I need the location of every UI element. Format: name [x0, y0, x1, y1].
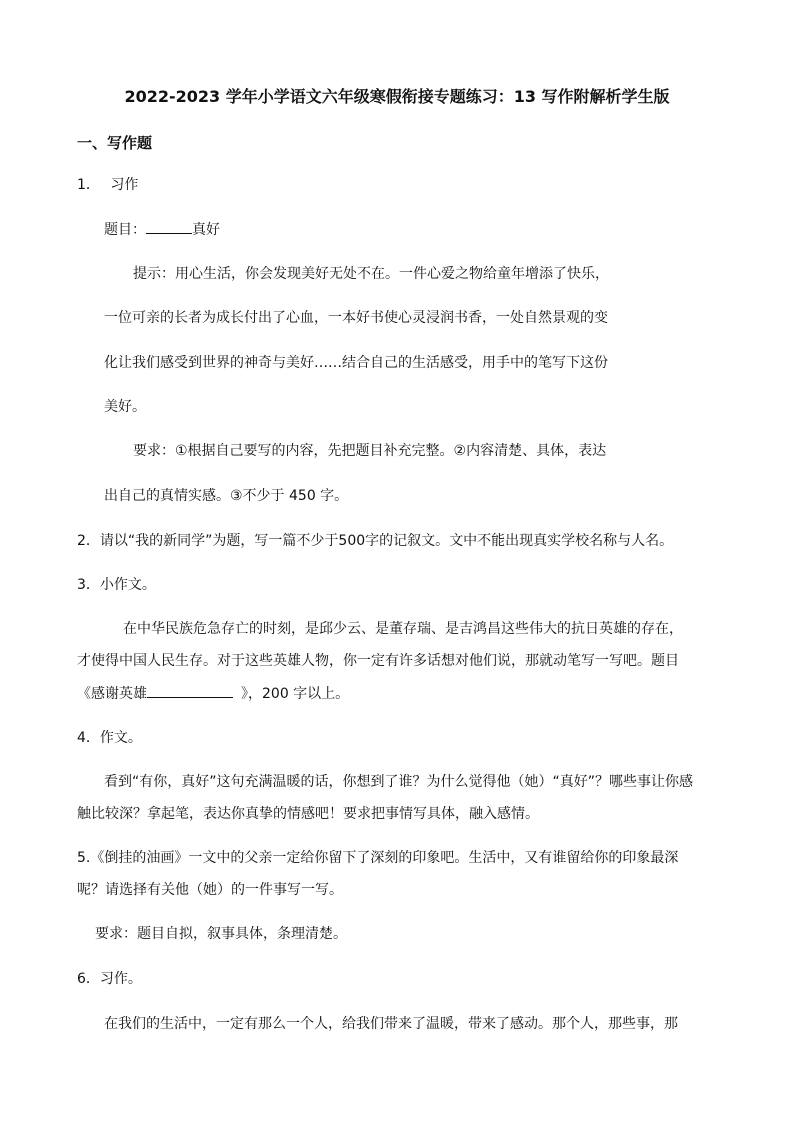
requirement-line: 要求：①根据自己要写的内容，先把题目补充完整。②内容清楚、具体，表达	[133, 443, 607, 459]
requirement-line: 出自己的真情实感。③不少于 450 字。	[104, 488, 349, 504]
question-2	[77, 531, 673, 551]
question-number: 1．	[77, 177, 100, 193]
hint-line: 美好。	[104, 399, 146, 415]
question-number: 2．	[77, 533, 100, 549]
topic-suffix: 》，200 字以上。	[241, 686, 350, 702]
paragraph-line: 呢？请选择有关他（她）的一件事写一写。	[77, 882, 343, 898]
paragraph-line: 看到“有你，真好”这句充满温暖的话，你想到了谁？为什么觉得他（她）“真好”？哪些事让你感	[104, 774, 694, 790]
question-number: 6．	[77, 971, 100, 987]
paragraph-line: 在中华民族危急存亡的时刻，是邱少云、是董存瑞、是吉鸿昌这些伟大的抗日英雄的存在，	[123, 621, 683, 637]
topic-blank	[146, 219, 192, 234]
paragraph-line: 才使得中国人民生存。对于这些英雄人物，你一定有许多话想对他们说，那就动笔写一写吧。题目	[77, 653, 679, 669]
document-title: 2022-2023 学年小学语文六年级寒假衔接专题练习：13 写作附解析学生版	[124, 87, 670, 106]
question-3-topic	[77, 683, 349, 704]
question-label: 小作文。	[99, 577, 156, 593]
question-label: 习作	[110, 177, 139, 193]
topic-prefix: 《感谢英雄	[77, 686, 147, 702]
question-6	[77, 969, 142, 989]
question-1	[77, 175, 138, 195]
question-label: 作文。	[99, 730, 142, 746]
question-3	[77, 575, 156, 595]
paragraph-line: 触比较深？拿起笔，表达你真挚的情感吧！要求把事情写具体，融入感情。	[77, 806, 539, 822]
paragraph-line: 在我们的生活中，一定有那么一个人，给我们带来了温暖，带来了感动。那个人，那些事，那	[104, 1016, 678, 1032]
question-number: 3．	[77, 577, 100, 593]
topic-suffix: 真好	[192, 222, 220, 238]
question-1-topic	[104, 219, 220, 240]
question-4	[77, 728, 142, 748]
topic-blank	[147, 683, 233, 698]
hint-line: 化让我们感受到世界的神奇与美好……结合自己的生活感受，用手中的笔写下这份	[104, 355, 608, 371]
question-5: 5.《倒挂的油画》一文中的父亲一定给你留下了深刻的印象吧。生活中，又有谁留给你的印象最深	[77, 850, 679, 866]
hint-line: 提示：用心生活，你会发现美好无处不在。一件心爱之物给童年增添了快乐，	[133, 266, 609, 282]
question-number: 4．	[77, 730, 100, 746]
requirement-line: 要求：题目自拟，叙事具体，条理清楚。	[95, 926, 347, 942]
hint-line: 一位可亲的长者为成长付出了心血，一本好书使心灵浸润书香，一处自然景观的变	[104, 310, 608, 326]
question-text: 请以“我的新同学”为题，写一篇不少于500字的记叙文。文中不能出现真实学校名称与人名。	[99, 533, 674, 549]
topic-prefix: 题目：	[104, 222, 146, 238]
section-heading: 一、写作题	[77, 134, 153, 152]
question-label: 习作。	[99, 971, 142, 987]
